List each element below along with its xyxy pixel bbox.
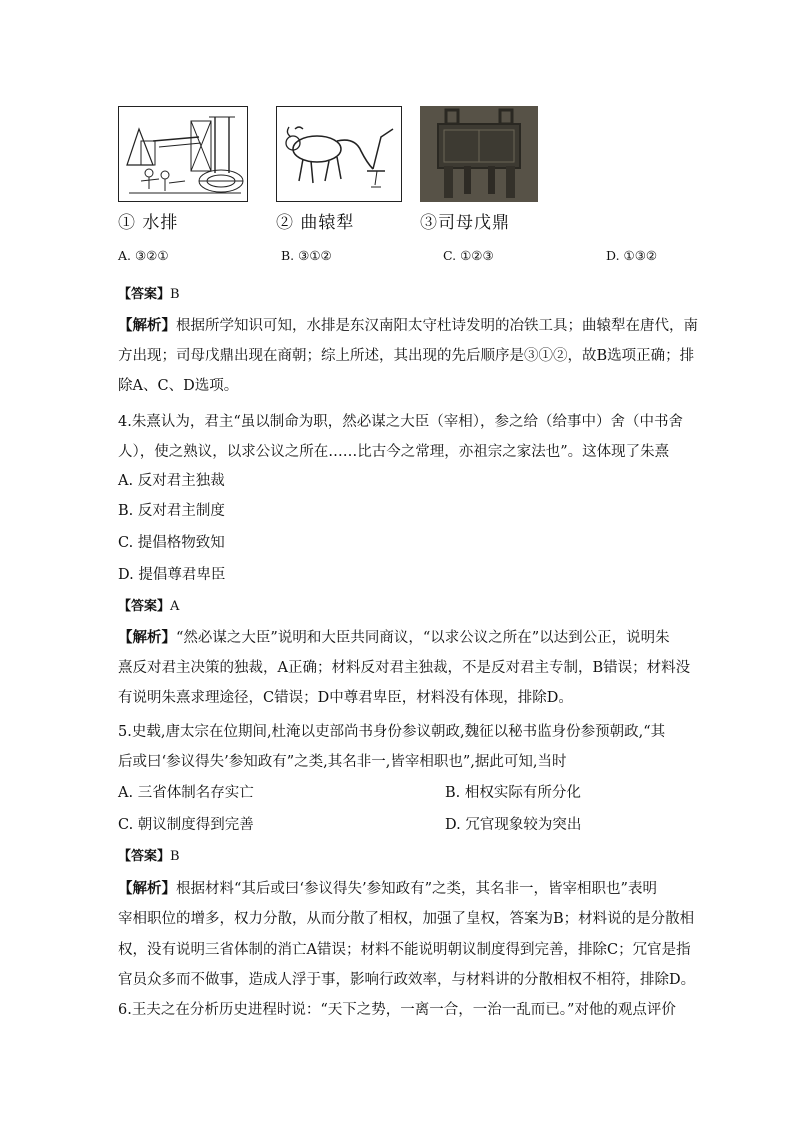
q5-option-b: B. 相权实际有所分化 [445,785,581,801]
water-bellows-drawing [119,107,246,200]
q4-analysis-line-3: 有说明朱熹求理途径，C错误；D中尊君卑臣，材料没有体现，排除D。 [118,690,573,706]
q3-answer: 【答案】B [118,287,180,302]
q5-option-c: C. 朝议制度得到完善 [118,817,254,833]
q4-analysis-line-2: 熹反对君主决策的独裁，A正确；材料反对君主独裁，不是反对君主专制，B错误；材料没 [118,660,691,676]
q4-option-d: D. 提倡尊君卑臣 [118,567,226,583]
figure-caption-3: ③司母戊鼎 [420,213,510,233]
q4-answer: 【答案】A [118,599,180,614]
figure-ding [420,106,538,233]
figure-water-bellows [118,106,248,233]
q5-analysis-line-1: 【解析】根据材料“其后或曰‘参议得失’参知政有”之类，其名非一，皆宰相职也”表明 [118,880,657,897]
q4-stem-line-2: 人），使之熟议，以求公议之所在……比古今之常理，亦祖宗之家法也”。这体现了朱熹 [118,444,670,460]
q3-analysis-line-3: 除A、C、D选项。 [118,378,239,394]
figure-caption-2: ② 曲辕犁 [276,213,355,233]
ding-drawing [420,106,538,202]
q3-analysis-line-2: 方出现；司母戊鼎出现在商朝；综上所述，其出现的先后顺序是③①②，故B选项正确；排 [118,348,695,364]
water-powered-bellows-illustration [118,106,248,202]
q5-option-d: D. 冗官现象较为突出 [445,817,582,833]
q3-option-a: A. ③②① [118,248,169,263]
q5-stem-line-1: 5.史载,唐太宗在位期间,杜淹以吏部尚书身份参议朝政,魏征以秘书监身份参预朝政,“其 [118,724,666,740]
simuwu-ding-photo [420,106,538,202]
curved-shaft-plow-illustration [276,106,402,202]
q3-options [118,248,678,268]
q6-stem-line-1: 6.王夫之在分析历史进程时说：“天下之势，一离一合，一治一乱而已。”对他的观点评价 [118,1002,676,1018]
q3-analysis-line-1: 【解析】根据所学知识可知，水排是东汉南阳太守杜诗发明的冶铁工具；曲辕犁在唐代，南 [118,317,698,334]
q5-analysis-line-2: 宰相职位的增多，权力分散，从而分散了相权，加强了皇权，答案为B；材料说的是分散相 [118,911,695,927]
q4-option-a: A. 反对君主独裁 [118,473,225,489]
plow-drawing [277,107,400,200]
q3-option-c: C. ①②③ [443,248,494,263]
q4-analysis-line-1: 【解析】“然必谋之大臣”说明和大臣共同商议，“以求公议之所在”以达到公正，说明朱 [118,629,670,646]
q5-analysis-line-4: 官员众多而不做事，造成人浮于事，影响行政效率，与材料讲的分散相权不相符，排除D。 [118,972,696,988]
figure-plow [276,106,402,233]
figure-row [118,106,538,234]
q3-option-d: D. ①③② [606,248,658,263]
q4-option-c: C. 提倡格物致知 [118,535,225,551]
q5-option-a: A. 三省体制名存实亡 [118,785,254,801]
q5-answer: 【答案】B [118,849,180,864]
q5-stem-line-2: 后或曰‘参议得失’参知政有”之类,其名非一,皆宰相职也”,据此可知,当时 [118,754,567,770]
q4-stem-line-1: 4.朱熹认为，君主“虽以制命为职，然必谋之大臣（宰相），参之给（给事中）舍（中书舍 [118,414,683,430]
q4-option-b: B. 反对君主制度 [118,503,225,519]
q3-option-b: B. ③①② [281,248,332,263]
q5-analysis-line-3: 权，没有说明三省体制的消亡A错误；材料不能说明朝议制度得到完善，排除C；冗官是指 [118,942,691,958]
figure-caption-1: ① 水排 [118,213,179,233]
